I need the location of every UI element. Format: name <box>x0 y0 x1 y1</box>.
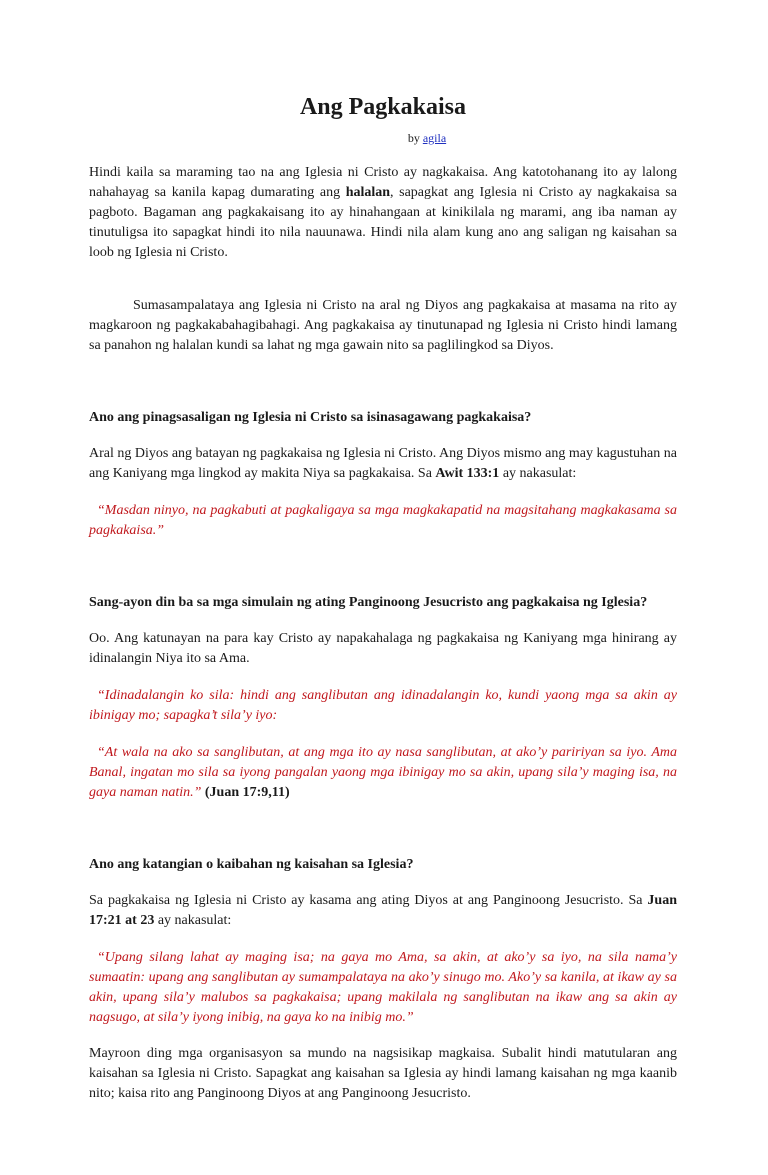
section3-answer <box>89 891 677 931</box>
intro-text-2: , sapagkat ang Iglesia ni Cristo ay nagkakaisa sa pagboto. Bagaman ang pagkakaisang ito ay hinahangaan at kinikilala ng marami, ang iba naman ay tinutuligsa ito sapagkat hindi ito nila nauunawa. Hindi nila alam kung ano ang saligan ng kaisahan sa loob ng Iglesia ni Cristo. <box>89 185 677 260</box>
section1-answer <box>89 444 677 484</box>
section2-quote-2-text: “At wala na ako sa sanglibutan, at ang mga ito ay nasa sanglibutan, at ako’y paririyan sa iyo. Ama Banal, ingatan mo sila sa iyong pangalan yaong mga ibinigay mo sa akin, upang sila’y maging isa, na gaya naman natin.” <box>89 745 677 800</box>
section1-answer-text-1: Aral ng Diyos ang batayan ng pagkakaisa ng Iglesia ni Cristo. Ang Diyos mismo ang may kagustuhan na ang Kaniyang mga lingkod ay makita Niya sa pagkakaisa. Sa <box>89 446 677 481</box>
section1-question: Ano ang pinagsasaligan ng Iglesia ni Cristo sa isinasagawang pagkakaisa? <box>89 410 532 425</box>
section3-answer-text-2: ay nakasulat: <box>154 913 232 928</box>
section2-verse-ref: (Juan 17:9,11) <box>204 785 290 800</box>
intro-bold-halalan: halalan <box>345 185 391 200</box>
section3-quote: “Upang silang lahat ay maging isa; na gaya mo Ama, sa akin, at ako’y sa iyo, na sila nama’y sumaatin: upang ang sanglibutan ay sumampalataya na ako’y sinugo mo. Ako’y sa kanila, at ikaw ay sa akin, upang sila’y malubos sa pagkakaisa; upang makilala ng sanglibutan na ikaw ang sa akin ay nagsugo, at sila’y iyong inibig, na gaya ko na inibig mo.” <box>89 950 677 1025</box>
section2-answer: Oo. Ang katunayan na para kay Cristo ay napakahalaga ng pagkakaisa ng Kaniyang mga hinirang ay idinalangin Niya ito sa Ama. <box>89 631 677 666</box>
intro-text-1: Hindi kaila sa maraming tao na ang Iglesia ni Cristo ay nagkakaisa. Ang katotohanang ito ay lalong nahahayag sa kanila kapag dumarating ang <box>89 165 677 200</box>
document-page <box>89 92 677 1104</box>
section3-question: Ano ang katangian o kaibahan ng kaisahan sa Iglesia? <box>89 857 414 872</box>
author-link[interactable]: agila <box>422 131 447 145</box>
intro-paragraph <box>89 163 677 263</box>
section3-verse-ref: Juan 17:21 at 23 <box>89 893 677 928</box>
belief-paragraph: Sumasampalataya ang Iglesia ni Cristo na aral ng Diyos ang pagkakaisa at masama na rito ay magkaroon ng pagkakabahagibahagi. Ang pagkakaisa ay tinutunapad ng Iglesia ni Cristo hindi lamang sa panahon ng halalan kundi sa lahat ng mga gawain nito sa paglilingkod sa Diyos. <box>89 298 677 353</box>
document-title: Ang Pagkakaisa <box>299 94 467 120</box>
byline <box>89 130 677 146</box>
closing-paragraph: Mayroon ding mga organisasyon sa mundo na nagsisikap magkaisa. Subalit hindi matutularan ang kaisahan sa Iglesia ni Cristo. Sapagkat ang kaisahan sa Iglesia ay hindi lamang kaisahan ng mga kaanib nito; kaisa rito ang Panginoong Diyos at ang Panginoong Jesucristo. <box>89 1046 677 1101</box>
section2-quote-1: “Idinadalangin ko sila: hindi ang sanglibutan ang idinadalangin ko, kundi yaong mga sa akin ay ibinigay mo; sapagka’t sila’y iyo: <box>89 688 677 723</box>
section3-answer-text-1: Sa pagkakaisa ng Iglesia ni Cristo ay kasama ang ating Diyos at ang Panginoong Jesucristo. Sa <box>89 893 648 908</box>
section1-quote: “Masdan ninyo, na pagkabuti at pagkaligaya sa mga magkakapatid na magsitahang magkakasama sa pagkakaisa.” <box>89 503 677 538</box>
section1-answer-text-2: ay nakasulat: <box>499 466 577 481</box>
section2-question: Sang-ayon din ba sa mga simulain ng ating Panginoong Jesucristo ang pagkakaisa ng Iglesia? <box>89 595 648 610</box>
section1-verse-ref: Awit 133:1 <box>435 466 500 481</box>
section2-quote-2 <box>89 743 677 803</box>
byline-prefix: by <box>407 131 420 145</box>
